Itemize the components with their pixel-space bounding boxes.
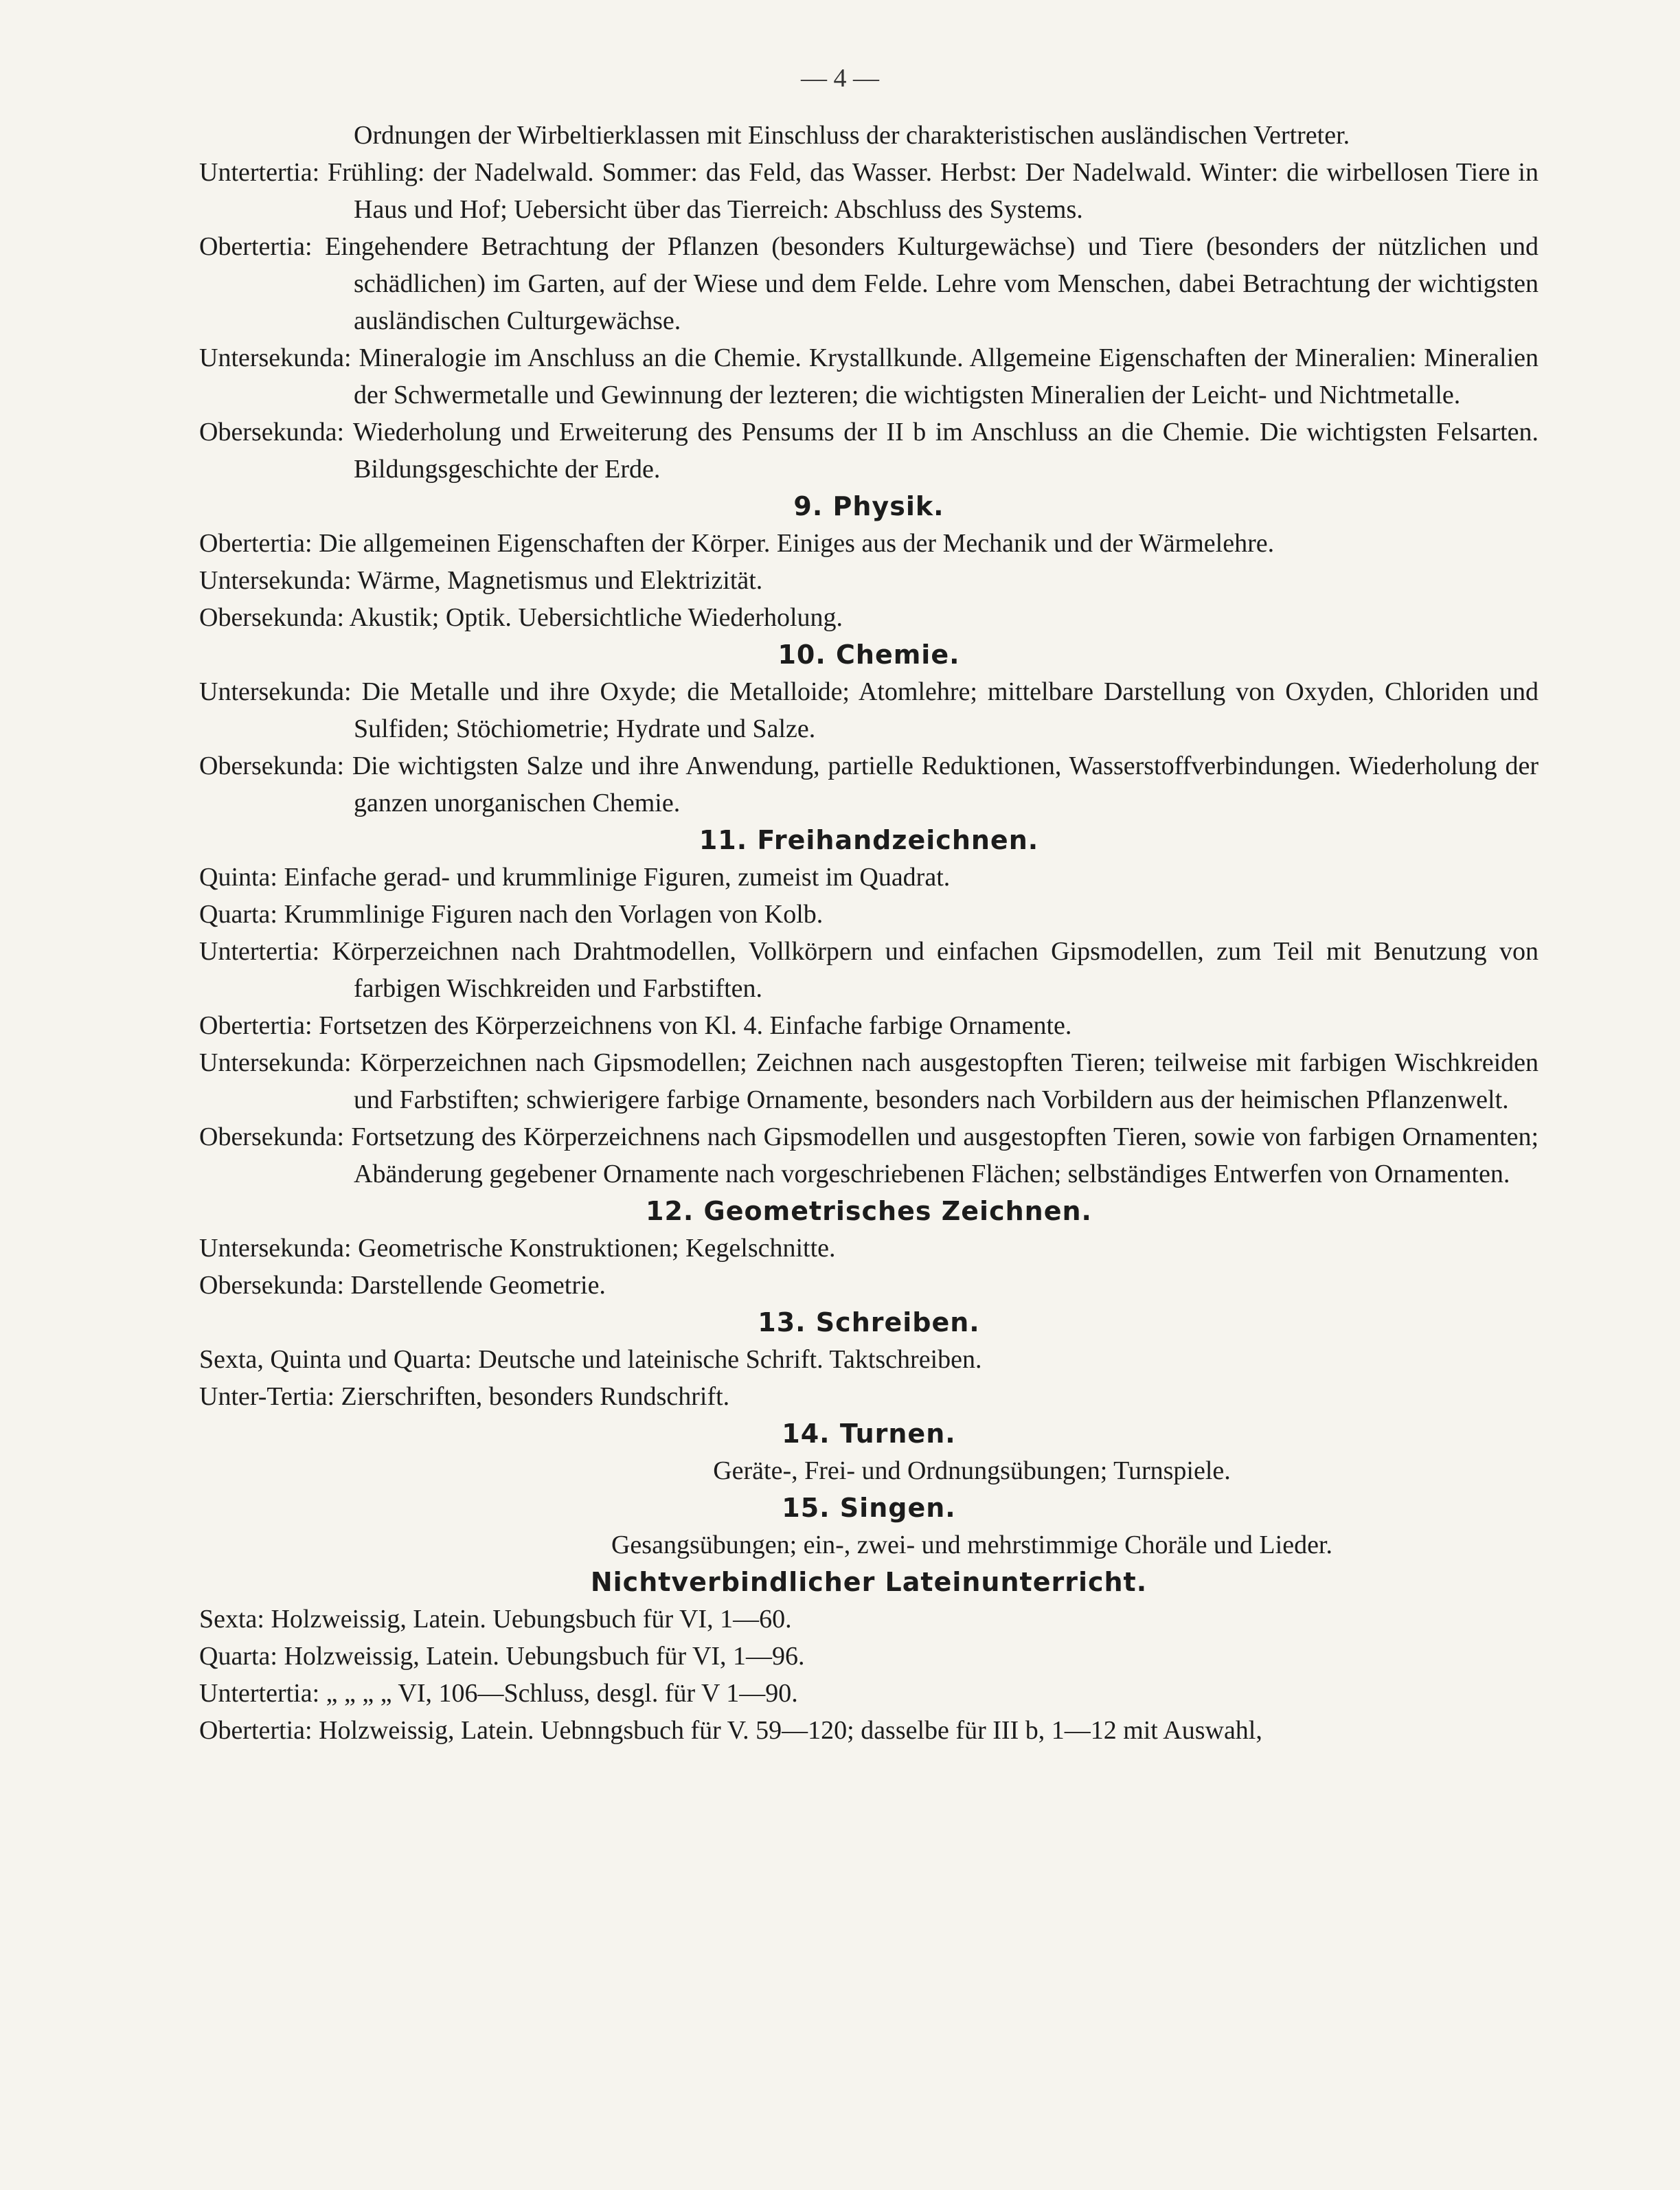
text-entry: Quarta: Holzweissig, Latein. Uebungsbuch für VI, 1—96. [199, 1642, 805, 1671]
section-heading: 9. Physik. [793, 491, 944, 521]
section-heading: Nichtverbindlicher Lateinunterricht. [590, 1567, 1148, 1597]
text-line: Ordnungen der Wirbeltierklassen mit Einschluss der charakteristischen ausländischen Vertreter. [354, 121, 1350, 150]
section-heading: 10. Chemie. [777, 640, 960, 670]
text-entry: Obertertia: Eingehendere Betrachtung der Pflanzen (besonders Kulturgewächse) und Tiere (besonders der nützlichen und schädlichen) im Garten, auf der Wiese und dem Felde. Lehre vom Menschen, dabei Betrachtung der wichtigsten ausländischen Culturgewächse. [199, 232, 1539, 335]
text-entry: Sexta, Quinta und Quarta: Deutsche und lateinische Schrift. Taktschreiben. [199, 1345, 982, 1374]
section-heading: 12. Geometrisches Zeichnen. [646, 1196, 1092, 1226]
text-entry: Obertertia: Holzweissig, Latein. Uebnngsbuch für V. 59—120; dasselbe für III b, 1—12 mit Auswahl, [199, 1716, 1262, 1745]
text-entry: Untersekunda: Wärme, Magnetismus und Elektrizität. [199, 566, 763, 595]
text-entry: Untertertia: Frühling: der Nadelwald. Sommer: das Feld, das Wasser. Herbst: Der Nadelwald. Winter: die wirbellosen Tiere in Haus und Hof; Uebersicht über das Tierreich: Abschluss des Systems. [199, 158, 1539, 224]
text-entry: Untertertia: Körperzeichnen nach Drahtmodellen, Vollkörpern und einfachen Gipsmodellen, zum Teil mit Benutzung von farbigen Wischkreiden und Farbstiften. [199, 937, 1539, 1003]
text-entry: Obertertia: Fortsetzen des Körperzeichnens von Kl. 4. Einfache farbige Ornamente. [199, 1011, 1072, 1040]
text-entry: Obertertia: Die allgemeinen Eigenschaften der Körper. Einiges aus der Mechanik und der Wärmelehre. [199, 529, 1275, 558]
section-heading: 11. Freihandzeichnen. [699, 825, 1039, 855]
text-entry: Untersekunda: Mineralogie im Anschluss an die Chemie. Krystallkunde. Allgemeine Eigenschaften der Mineralien: Mineralien der Schwermetalle und Gewinnung der lezteren; die wichtigsten Mineralien der Leicht- und Nichtmetalle. [199, 343, 1539, 409]
page-number: — 4 — [801, 64, 879, 93]
section-heading: 15. Singen. [782, 1493, 956, 1523]
text-entry: Untertertia: „ „ „ „ VI, 106—Schluss, desgl. für V 1—90. [199, 1679, 798, 1708]
text-entry: Unter-Tertia: Zierschriften, besonders Rundschrift. [199, 1382, 730, 1411]
text-entry: Obersekunda: Die wichtigsten Salze und ihre Anwendung, partielle Reduktionen, Wasserstoffverbindungen. Wiederholung der ganzen unorganischen Chemie. [199, 752, 1539, 817]
text-entry: Quarta: Krummlinige Figuren nach den Vorlagen von Kolb. [199, 900, 824, 929]
centered-line: Geräte-, Frei- und Ordnungsübungen; Turnspiele. [713, 1456, 1231, 1485]
text-entry: Untersekunda: Geometrische Konstruktionen; Kegelschnitte. [199, 1234, 836, 1263]
text-entry: Untersekunda: Die Metalle und ihre Oxyde; die Metalloide; Atomlehre; mittelbare Darstellung von Oxyden, Chloriden und Sulfiden; Stöchiometrie; Hydrate und Salze. [199, 677, 1539, 743]
document-body [199, 117, 1539, 1749]
text-entry: Obersekunda: Darstellende Geometrie. [199, 1271, 606, 1300]
text-entry: Obersekunda: Akustik; Optik. Uebersichtliche Wiederholung. [199, 603, 843, 632]
text-entry: Obersekunda: Fortsetzung des Körperzeichnens nach Gipsmodellen und ausgestopften Tieren, sowie von farbigen Ornamenten; Abänderung gegebener Ornamente nach vorgeschriebenen Flächen; selbständiges Entwerfen von Ornamenten. [199, 1122, 1539, 1188]
centered-line: Gesangsübungen; ein-, zwei- und mehrstimmige Choräle und Lieder. [611, 1531, 1332, 1559]
text-entry: Quinta: Einfache gerad- und krummlinige Figuren, zumeist im Quadrat. [199, 863, 951, 892]
section-heading: 14. Turnen. [782, 1419, 956, 1449]
text-entry: Obersekunda: Wiederholung und Erweiterung des Pensums der II b im Anschluss an die Chemie. Die wichtigsten Felsarten. Bildungsgeschichte der Erde. [199, 418, 1539, 484]
section-heading: 13. Schreiben. [758, 1307, 980, 1337]
text-entry: Sexta: Holzweissig, Latein. Uebungsbuch für VI, 1—60. [199, 1605, 792, 1634]
text-entry: Untersekunda: Körperzeichnen nach Gipsmodellen; Zeichnen nach ausgestopften Tieren; teilweise mit farbigen Wischkreiden und Farbstiften; schwierigere farbige Ornamente, besonders nach Vorbildern aus der heimischen Pflanzenwelt. [199, 1048, 1539, 1114]
